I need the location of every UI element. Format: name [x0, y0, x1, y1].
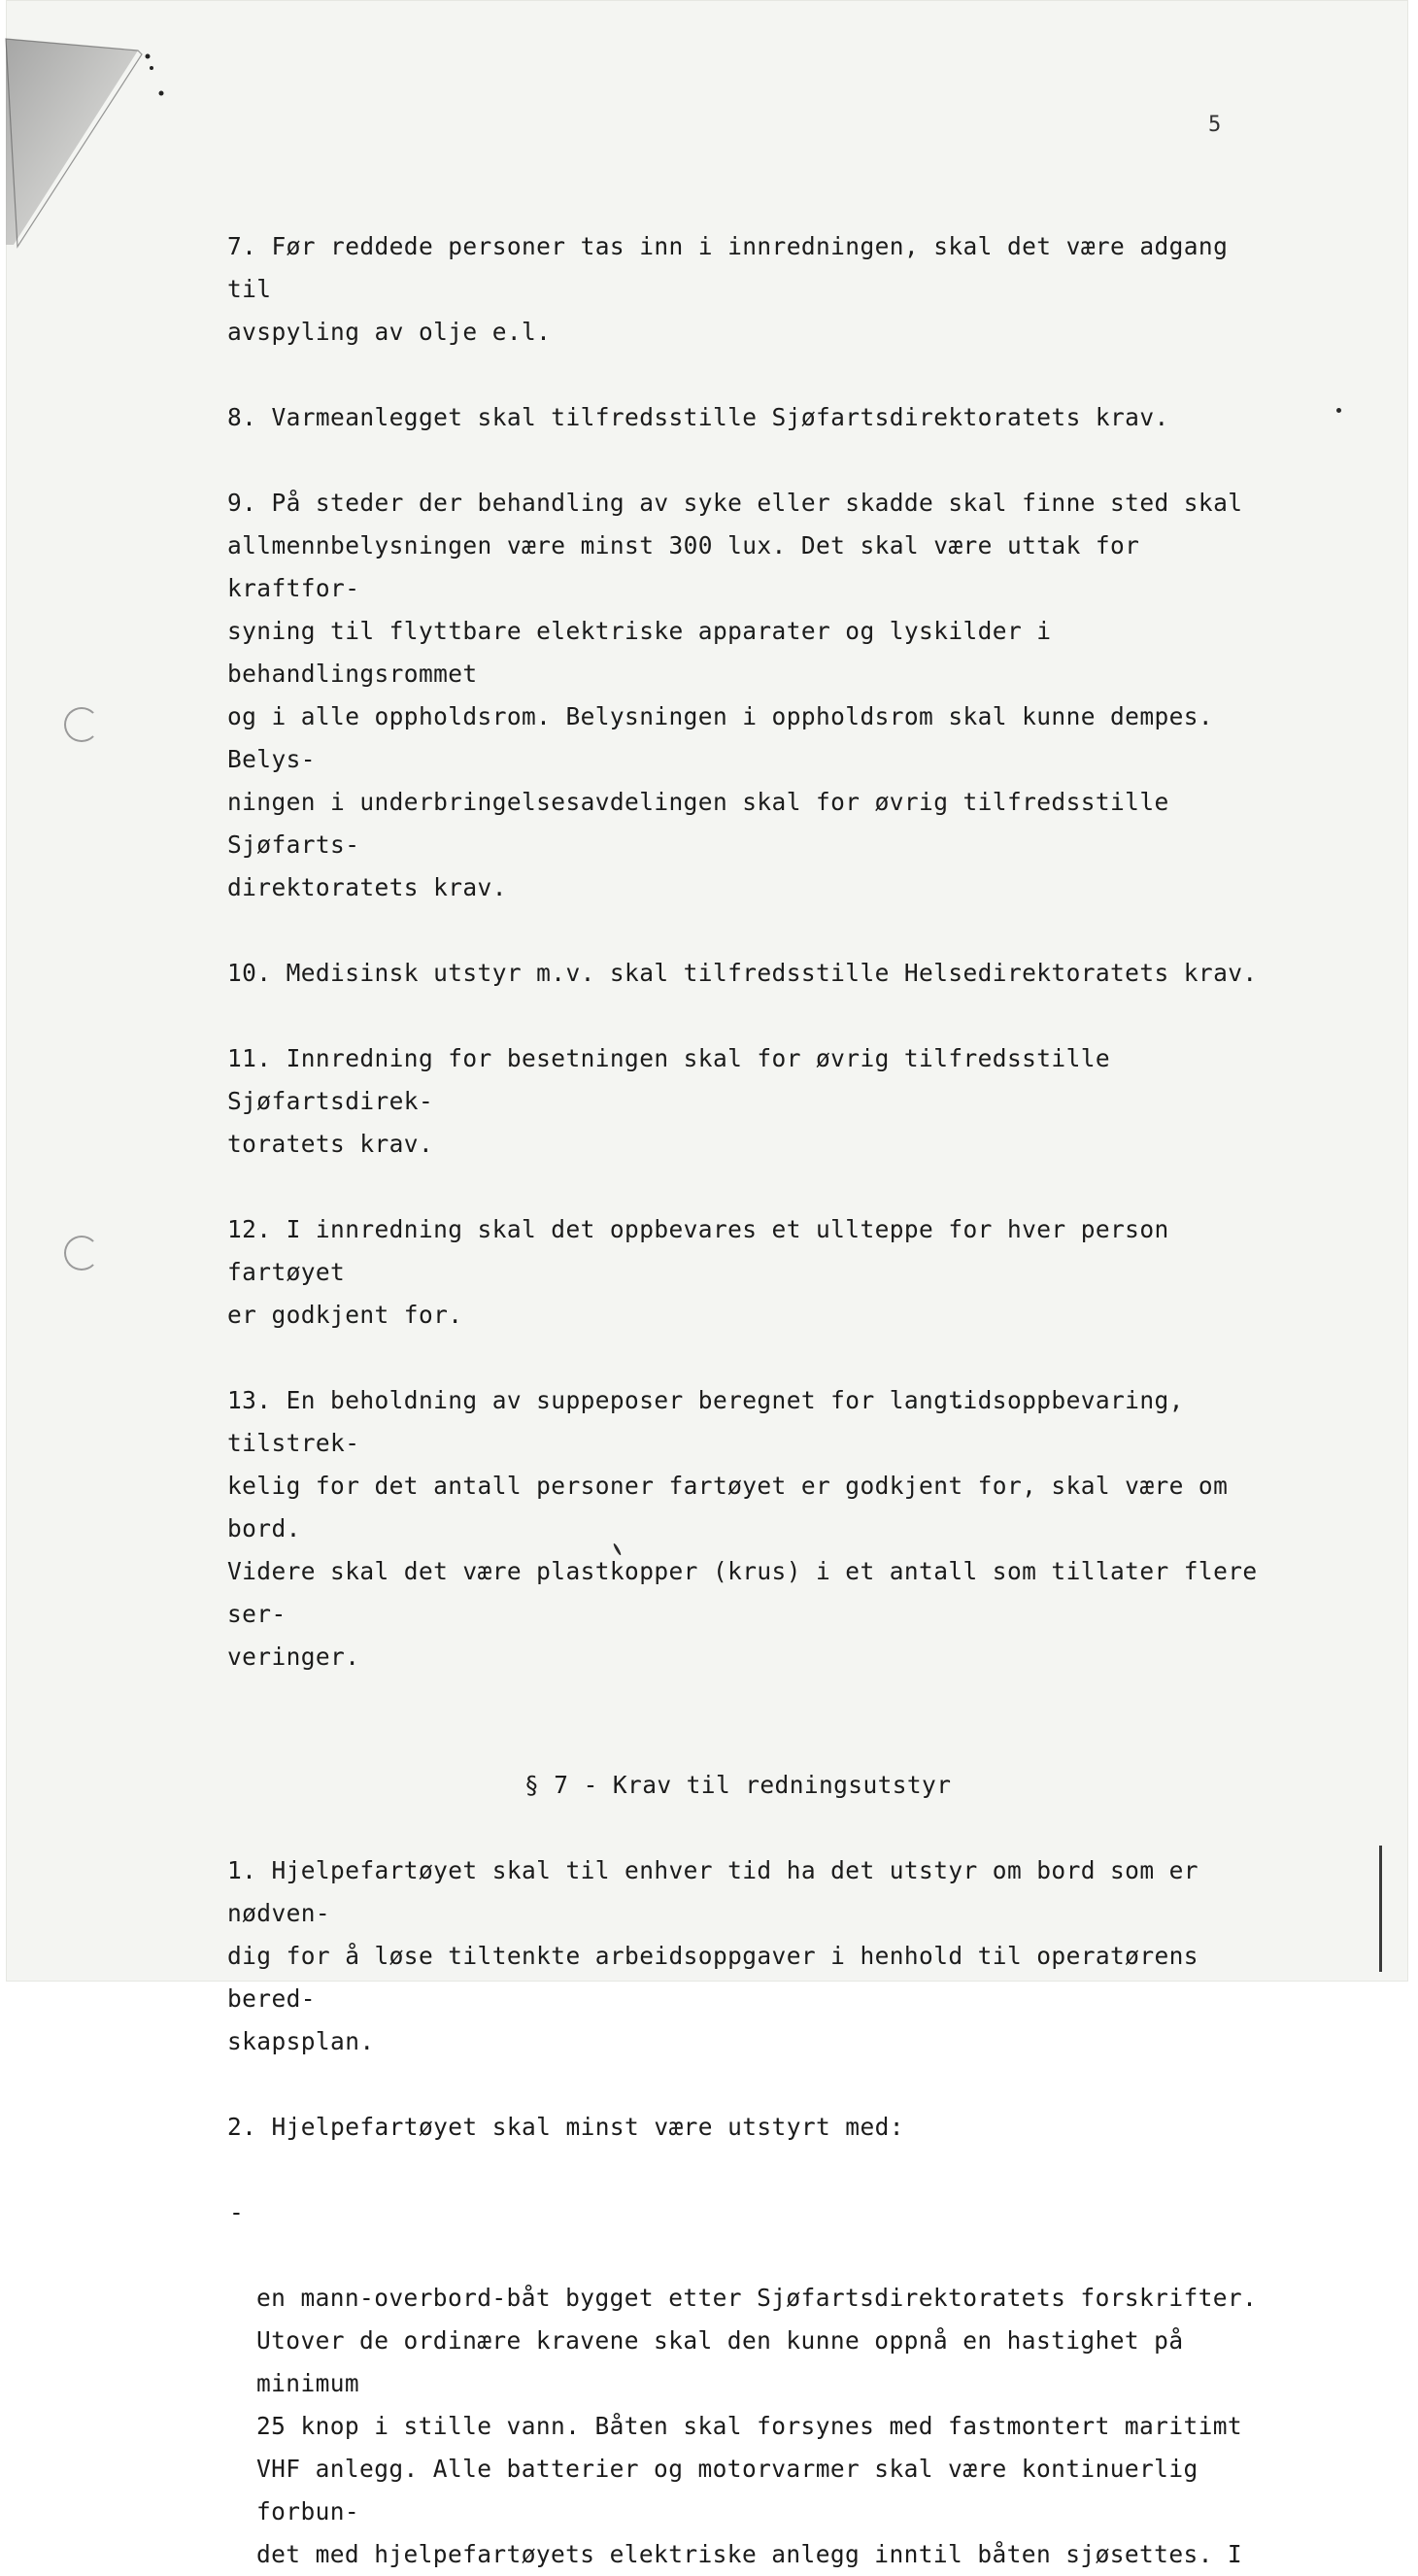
- paragraph-item-9: 9. På steder der behandling av syke eller skadde skal finne sted skal allmennbelysningen være minst 300 lux. Det skal være uttak for kraftfor- syning til flyttbare elektriske apparater og lyskilder i behandlingsrommet og i alle oppholdsrom. Belysningen i oppholdsrom skal kunne dempes. Belys- ningen i underbringelsesavdelingen skal for øvrig tilfredsstille Sjøfarts- direktoratets krav.: [227, 489, 1243, 901]
- paragraph-item-13: 13. En beholdning av suppeposer beregnet for langtidsoppbevaring, tilstrek- kelig for det antall personer fartøyet er godkjent for, skal være om bord. Videre skal det være plastkopper (krus) i et antall som tillater flere ser- veringer.: [227, 1386, 1258, 1671]
- page-edge-mark: [1379, 1846, 1382, 1972]
- section-heading: § 7 - Krav til redningsutstyr: [524, 1771, 952, 1799]
- document-page: [6, 0, 1408, 2568]
- bullet-item-text: en mann-overbord-båt bygget etter Sjøfartsdirektoratets forskrifter. Utover de ordinære kravene skal den kunne oppnå en hastighet på minimum 25 knop i stille vann. Båten skal forsynes med fastmontert maritimt VHF anlegg. Alle batterier og motorvarmer skal være kontinuerlig forbun- det med hjelpefartøyets elektriske anlegg inntil båten sjøsettes. I: [256, 2284, 1258, 2568]
- section-paragraph-2: 2. Hjelpefartøyet skal minst være utstyrt med:: [227, 2113, 904, 2141]
- torn-corner-shadow: [6, 0, 171, 253]
- paragraph-item-8: 8. Varmeanlegget skal tilfredsstille Sjøfartsdirektoratets krav.: [227, 403, 1169, 431]
- page-number: 5: [1208, 113, 1222, 137]
- document-body: [227, 225, 1276, 2576]
- paragraph-item-11: 11. Innredning for besetningen skal for øvrig tilfredsstille Sjøfartsdirek- toratets krav.: [227, 1044, 1111, 1158]
- paragraph-item-12: 12. I innredning skal det oppbevares et ullteppe for hver person fartøyet er godkjent for.: [227, 1215, 1169, 1329]
- paragraph-item-10: 10. Medisinsk utstyr m.v. skal tilfredsstille Helsedirektoratets krav.: [227, 959, 1258, 987]
- bullet-dash: -: [229, 2198, 245, 2226]
- punch-hole-bottom: [64, 1236, 99, 1271]
- bullet-item: [227, 2191, 1276, 2576]
- punch-hole-top: [64, 707, 99, 742]
- section-paragraph-1: 1. Hjelpefartøyet skal til enhver tid ha det utstyr om bord som er nødven- dig for å løse tiltenkte arbeidsoppgaver i henhold til operatørens bered- skapsplan.: [227, 1856, 1199, 2055]
- paragraph-item-7: 7. Før reddede personer tas inn i innredningen, skal det være adgang til avspyling av olje e.l.: [227, 232, 1229, 346]
- speck-mark: [1336, 408, 1341, 413]
